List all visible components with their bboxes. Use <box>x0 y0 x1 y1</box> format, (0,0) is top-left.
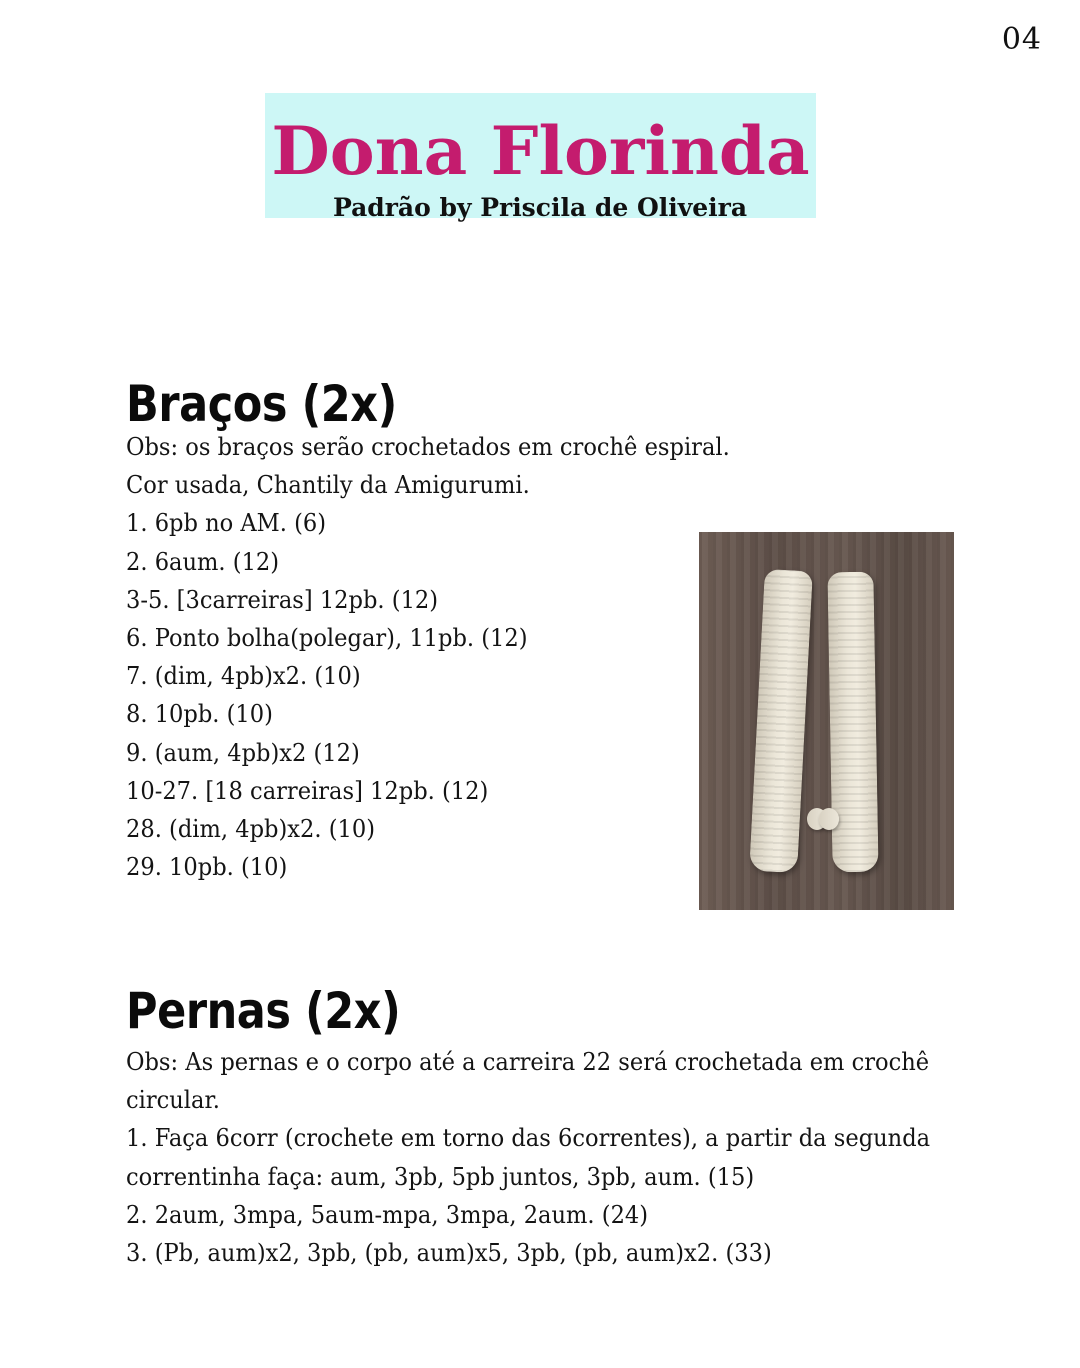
arms-row-29: 29. 10pb. (10) <box>126 853 288 882</box>
arms-row-8: 8. 10pb. (10) <box>126 700 273 729</box>
arms-row-6: 6. Ponto bolha(polegar), 11pb. (12) <box>126 624 528 653</box>
page-number: 04 <box>1001 22 1042 57</box>
legs-row-1: 1. Faça 6corr (crochete em torno das 6correntes), a partir da segunda correntinha faça: aum, 3pb, 5pb juntos, 3pb, aum. (15) <box>126 1124 931 1191</box>
arms-row-10-27: 10-27. [18 carreiras] 12pb. (12) <box>126 776 489 805</box>
legs-row-2: 2. 2aum, 3mpa, 5aum-mpa, 3mpa, 2aum. (24) <box>126 1200 649 1229</box>
arms-note: Obs: os braços serão crochetados em crochê espiral. <box>126 433 730 461</box>
legs-instructions <box>126 1043 953 1272</box>
arms-instructions <box>126 428 730 886</box>
arms-color: Cor usada, Chantily da Amigurumi. <box>126 471 530 500</box>
section-heading-legs: Pernas (2x) <box>126 981 401 1040</box>
arms-row-28: 28. (dim, 4pb)x2. (10) <box>126 815 376 844</box>
crochet-arm-left <box>749 569 813 873</box>
arms-row-1: 1. 6pb no AM. (6) <box>126 509 327 538</box>
pattern-title: Dona Florinda <box>271 112 810 190</box>
legs-row-3: 3. (Pb, aum)x2, 3pb, (pb, aum)x5, 3pb, (pb, aum)x2. (33) <box>126 1239 772 1268</box>
arms-row-7: 7. (dim, 4pb)x2. (10) <box>126 662 361 691</box>
arms-row-3-5: 3-5. [3carreiras] 12pb. (12) <box>126 585 439 614</box>
arms-row-9: 9. (aum, 4pb)x2 (12) <box>126 738 360 767</box>
section-heading-arms: Braços (2x) <box>126 374 397 433</box>
legs-note: Obs: As pernas e o corpo até a carreira 22 será crochetada em crochê circular. <box>126 1048 930 1115</box>
crochet-thumb-right <box>819 808 839 830</box>
pattern-author: Padrão by Priscila de Oliveira <box>332 193 748 222</box>
arms-photo <box>699 532 954 910</box>
arms-row-2: 2. 6aum. (12) <box>126 547 280 576</box>
